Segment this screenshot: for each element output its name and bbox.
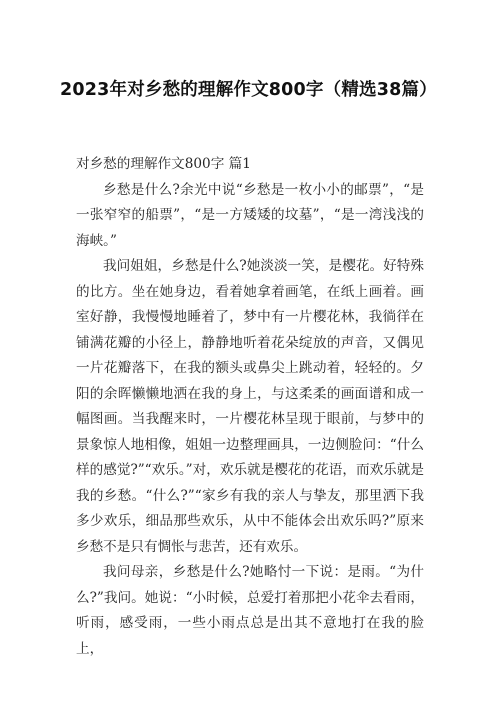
paragraph: 我问母亲，乡愁是什么?她略忖一下说：是雨。“为什么?”我问。她说：“小时候，总爱打着那把小花伞去看雨，听雨，感受雨，一些小雨点总是出其不意地打在我的脸上，	[76, 564, 424, 657]
document-body	[76, 152, 424, 662]
paragraph: 我问姐姐，乡愁是什么?她淡淡一笑，是樱花。好特殊的比方。坐在她身边，看着她拿着画笔，在纸上画着。画室好静，我慢慢地睡着了，梦中有一片樱花林，我徜徉在铺满花瓣的小径上，静静地听着花朵绽放的声音，又偶见一片花瓣落下，在我的额头或鼻尖上跳动着，轻轻的。夕阳的余晖懒懒地洒在我的身上，与这柔柔的画面谱和成一幅图画。当我醒来时，一片樱花林呈现于眼前，与梦中的景象惊人地相像，姐姐一边整理画具，一边侧脸问：“什么样的感觉?”“欢乐。”对，欢乐就是樱花的花语，而欢乐就是我的乡愁。“什么?”“家乡有我的亲人与挚友，那里洒下我多少欢乐，细品那些欢乐，从中不能体会出欢乐吗?”原来乡愁不是只有惆怅与悲苦，还有欢乐。	[76, 258, 424, 555]
document-title: 2023年对乡愁的理解作文800字（精选38篇）	[60, 80, 437, 100]
section-heading: 对乡愁的理解作文800字 篇1	[76, 156, 251, 172]
paragraph: 乡愁是什么?余光中说“乡愁是一枚小小的邮票”，“是一张窄窄的船票”，“是一方矮矮的坟墓”，“是一湾浅浅的海峡。”	[76, 181, 424, 249]
